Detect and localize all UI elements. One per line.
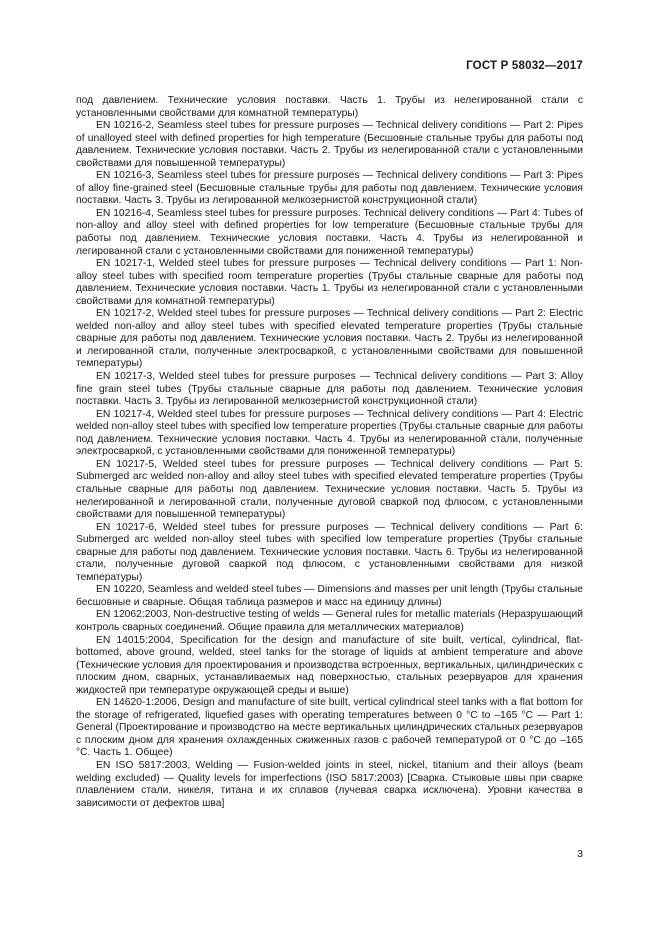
reference-en-10216-4: EN 10216-4, Seamless steel tubes for pressure purposes. Technical delivery conditions — Part 4: Tubes of non-alloy and alloy steel with defined properties for low temperature (Бесшовные стальные трубы для работы под давлением. Технические условия поставки. Часть 4. Трубы из нелегированной и легированной стали с установленными свойствами для пониженной температуры) bbox=[76, 207, 583, 257]
reference-en-10217-4: EN 10217-4, Welded steel tubes for pressure purposes — Technical delivery conditions — Part 4: Electric welded non-alloy steel tubes with specified low temperature properties (Трубы стальные сварные для работы под давлением. Технические условия поставки. Часть 4. Трубы из нелегированной стали, полученные электросваркой, с установленными свойствами для пониженной температуры) bbox=[76, 408, 583, 458]
reference-en-14015: EN 14015:2004, Specification for the design and manufacture of site built, vertical, cylindrical, flat-bottomed, above ground, welded, steel tanks for the storage of liquids at ambient temperature and above (Технические условия для проектирования и производства встроенных, вертикальных, цилиндрических с плоским дном, сварных, устанавливаемых над поверхностью, стальных резервуаров для хранения жидкостей при температуре окружающей среды и выше) bbox=[76, 634, 583, 696]
reference-en-iso-5817: EN ISO 5817:2003, Welding — Fusion-welded joints in steel, nickel, titanium and their alloys (beam welding excluded) — Quality levels for imperfections (ISO 5817:2003) [Сварка. Стыковые швы при сварке плавлением стали, никеля, титана и их сплавов (лучевая сварка исключена). Уровни качества в зависимости от дефектов шва] bbox=[76, 759, 583, 809]
reference-en-10217-2: EN 10217-2, Welded steel tubes for pressure purposes — Technical delivery conditions — Part 2: Electric welded non-alloy and alloy steel tubes with specified elevated temperature properties (Трубы стальные сварные для работы под давлением. Технические условия поставки. Часть 2. Трубы из нелегированной и легированной стали, полученные электросваркой, с установленными свойствами для повышенной температуры) bbox=[76, 308, 583, 370]
reference-en-10216-3: EN 10216-3, Seamless steel tubes for pressure purposes — Technical delivery conditions — Part 3: Pipes of alloy fine-grained steel (Бесшовные стальные трубы для работы под давлением. Технические условия поставки. Часть 3. Трубы из легированной мелкозернистой конструкционной стали) bbox=[76, 170, 583, 207]
reference-list bbox=[76, 95, 583, 810]
reference-en-14620-1: EN 14620-1:2006, Design and manufacture of site built, vertical cylindrical steel tanks with a flat bottom for the storage of refrigerated, liquefied gases with operating temperatures between 0 °C to –165 °C — Part 1: General (Проектирование и производство на месте вертикальных цилиндрических стальных резервуаров с плоским дном для хранения охлажденных сжиженных газов с рабочей температурой от 0 °С до –165 °С. Часть 1. Общее) bbox=[76, 697, 583, 759]
document-code: ГОСТ Р 58032—2017 bbox=[466, 60, 583, 72]
reference-en-10217-3: EN 10217-3, Welded steel tubes for pressure purposes — Technical delivery conditions — Part 3: Alloy fine grain steel tubes (Трубы стальные сварные для работы под давлением. Технические условия поставки. Часть 3. Трубы из легированной мелкозернистой конструкционной стали) bbox=[76, 371, 583, 408]
reference-en-10217-1: EN 10217-1, Welded steel tubes for pressure purposes — Technical delivery conditions — Part 1: Non-alloy steel tubes with specified room temperature properties (Трубы стальные сварные для работы под давлением. Технические условия поставки. Часть 1. Трубы из нелегированной стали с установленными свойствами для комнатной температуры) bbox=[76, 258, 583, 307]
page-number: 3 bbox=[577, 848, 583, 860]
reference-en-12062: EN 12062:2003, Non-destructive testing of welds — General rules for metallic materials (Неразрушающий контроль сварных соединений. Общие правила для металлических материалов) bbox=[76, 609, 583, 633]
paragraph-continuation: под давлением. Технические условия поставки. Часть 1. Трубы из нелегированной стали с установленными свойствами для комнатной температуры) bbox=[76, 95, 583, 119]
reference-en-10220: EN 10220, Seamless and welded steel tubes — Dimensions and masses per unit length (Трубы стальные бесшовные и сварные. Общая таблица размеров и масс на единицу длины) bbox=[76, 584, 583, 608]
reference-en-10217-5: EN 10217-5, Welded steel tubes for pressure purposes — Technical delivery conditions — Part 5: Submerged arc welded non-alloy and alloy steel tubes with specified elevated temperature properties (Трубы стальные сварные для работы под давлением. Технические условия поставки. Часть 5. Трубы из нелегированной и легированной стали, полученные дуговой сваркой под флюсом, с установленными свойствами для повышенной температуры) bbox=[76, 458, 583, 521]
reference-en-10216-2: EN 10216-2, Seamless steel tubes for pressure purposes — Technical delivery conditions — Part 2: Pipes of unalloyed steel with defined properties for high temperature (Бесшовные стальные трубы для работы под давлением. Технические условия поставки. Часть 2. Трубы из нелегированной стали с установленными свойствами для повышенной температуры) bbox=[76, 120, 583, 169]
reference-en-10217-6: EN 10217-6, Welded steel tubes for pressure purposes — Technical delivery conditions — Part 6: Submerged arc welded non-alloy steel tubes with specified low temperature properties (Трубы стальные сварные для работы под давлением. Технические условия поставки. Часть 6. Трубы из нелегированной стали, полученные дуговой сваркой под флюсом, с установленными свойствами для низкой температуры) bbox=[76, 521, 583, 583]
